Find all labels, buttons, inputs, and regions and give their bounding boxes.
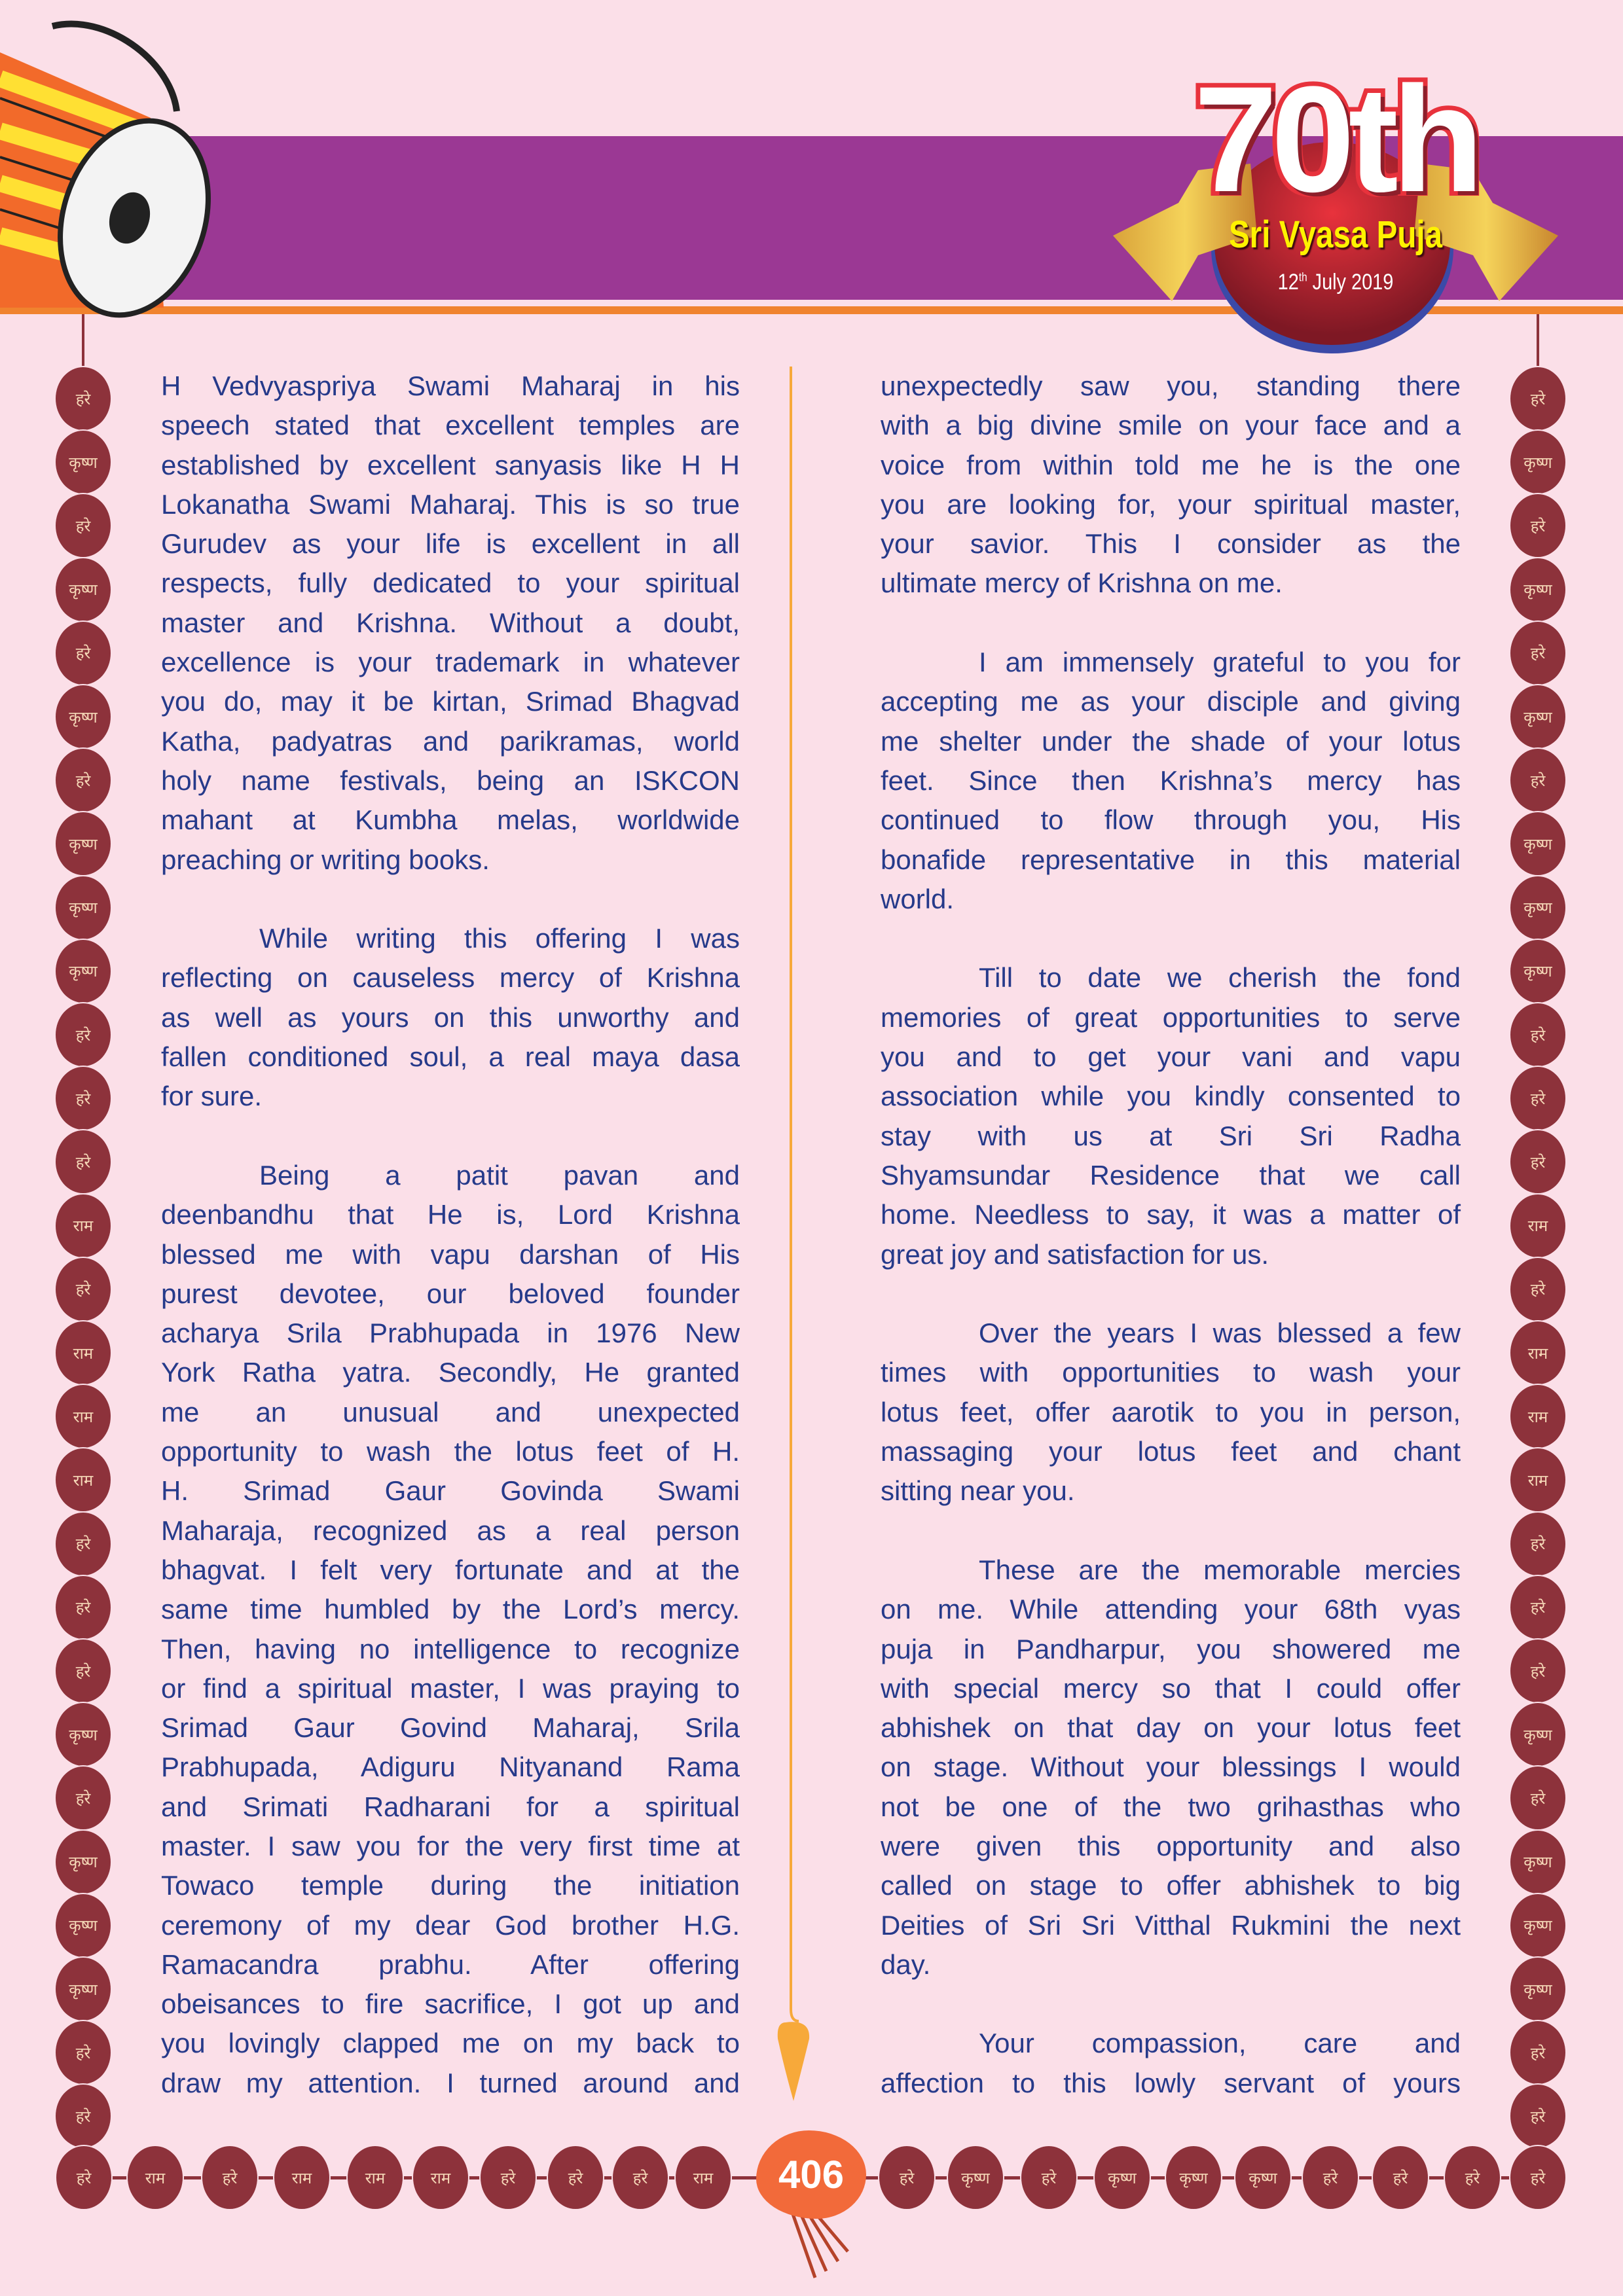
text-line: reflecting on causeless mercy of Krishna (161, 962, 740, 994)
mantra-bead: हरे (56, 622, 111, 685)
badge-anniversary-number: 70th (1194, 55, 1478, 223)
text-column-right (881, 367, 1461, 2142)
mantra-bead: कृष्ण (56, 876, 111, 939)
paragraph (881, 2024, 1461, 2103)
text-line: on stage. Without your blessings I would (881, 1751, 1461, 1783)
mantra-bead: कृष्ण (1510, 431, 1565, 493)
mantra-bead: हरे (202, 2146, 257, 2209)
text-line: fallen conditioned soul, a real maya dasa (161, 1041, 740, 1073)
text-line: master and Krishna. Without a doubt, (161, 607, 740, 638)
mantra-bead: राम (56, 1448, 111, 1511)
text-line: ultimate mercy of Krishna on me. (881, 567, 1283, 599)
mantra-bead: कृष्ण (1510, 1894, 1565, 1957)
text-line: H. Srimad Gaur Govinda Swami (161, 1475, 740, 1507)
text-line: blessed me with vapu darshan of His (161, 1238, 740, 1270)
badge-date-suffix: th (1298, 270, 1307, 284)
badge-date (1135, 270, 1536, 295)
text-line: sitting near you. (881, 1475, 1075, 1507)
mantra-bead: राम (348, 2146, 403, 2209)
badge-date-month-year: July 2019 (1312, 270, 1394, 295)
text-line: affection to this lowly servant of yours (881, 2067, 1461, 2098)
paragraph (881, 1551, 1461, 1984)
paragraph (161, 1156, 740, 2103)
text-line: respects, fully dedicated to your spiritual (161, 567, 740, 599)
mantra-bead: राम (1510, 1448, 1565, 1511)
text-line: called on stage to offer abhishek to big (881, 1870, 1461, 1901)
text-line: Srimad Gaur Govind Maharaj, Srila (161, 1712, 740, 1744)
mantra-bead: कृष्ण (1510, 812, 1565, 875)
text-line: holy name festivals, being an ISKCON (161, 764, 740, 796)
text-line: Your compassion, care and (979, 2028, 1461, 2059)
text-line: opportunity to wash the lotus feet of H. (161, 1436, 740, 1467)
mantra-bead: कृष्ण (1510, 558, 1565, 621)
mantra-bead: हरे (1021, 2146, 1076, 2209)
badge-date-day: 12 (1277, 270, 1299, 295)
mantra-bead: कृष्ण (1510, 685, 1565, 748)
mantra-bead: कृष्ण (1510, 876, 1565, 939)
mantra-bead: हरे (56, 367, 111, 430)
text-line: same time humbled by the Lord’s mercy. (161, 1594, 740, 1625)
page-tassel-icon (792, 2209, 848, 2278)
text-line: Katha, padyatras and parikramas, world (161, 725, 740, 757)
text-line: home. Needless to say, it was a matter of (881, 1199, 1461, 1230)
mantra-bead: हरे (56, 1258, 111, 1321)
text-line: unexpectedly saw you, standing there (881, 370, 1461, 401)
text-line: with a big divine smile on your face and a (881, 410, 1461, 441)
text-line: Towaco temple during the initiation (161, 1870, 740, 1901)
text-line: association while you kindly consented to (881, 1081, 1461, 1112)
mantra-bead: हरे (56, 1003, 111, 1066)
text-line: continued to flow through you, His (881, 804, 1461, 836)
text-line: Shyamsundar Residence that we call (881, 1159, 1461, 1191)
text-line: day. (881, 1948, 931, 1980)
mantra-bead: हरे (56, 2085, 111, 2147)
text-line: Deities of Sri Sri Vitthal Rukmini the next (881, 1909, 1461, 1941)
text-line: memories of great opportunities to serve (881, 1001, 1461, 1033)
mridanga-drum-illustration (0, 0, 275, 327)
mantra-bead: हरे (1510, 1258, 1565, 1321)
text-line: established by excellent sanyasis like H H (161, 449, 740, 480)
text-line: purest devotee, our beloved founder (161, 1278, 740, 1309)
text-line: bonafide representative in this material (881, 844, 1461, 875)
mantra-bead: हरे (1510, 367, 1565, 430)
mantra-bead: हरे (1510, 2085, 1565, 2147)
mantra-bead: राम (413, 2146, 468, 2209)
mantra-bead: राम (1510, 1385, 1565, 1448)
text-line: bhagvat. I felt very fortunate and at the (161, 1554, 740, 1585)
mantra-bead: हरे (1510, 1513, 1565, 1575)
mantra-bead: हरे (1445, 2146, 1500, 2209)
paragraph (881, 958, 1461, 1274)
mantra-bead: कृष्ण (56, 1703, 111, 1766)
paragraph (161, 367, 740, 880)
text-line: preaching or writing books. (161, 844, 490, 875)
mantra-bead: हरे (1510, 1767, 1565, 1829)
text-line: abhishek on that day on your lotus feet (881, 1712, 1461, 1744)
mantra-bead: हरे (56, 1640, 111, 1702)
mantra-bead: हरे (56, 1130, 111, 1193)
mantra-bead: कृष्ण (56, 812, 111, 875)
paragraph (881, 643, 1461, 919)
text-line: you and to get your vani and vapu (881, 1041, 1461, 1073)
text-line: Till to date we cherish the fond (979, 962, 1461, 994)
text-line: your savior. This I consider as the (881, 528, 1461, 560)
text-line: were given this opportunity and also (881, 1830, 1461, 1861)
mantra-bead: हरे (56, 1576, 111, 1639)
divider-drop-ornament (778, 2022, 809, 2101)
text-line: master. I saw you for the very first time at (161, 1830, 740, 1861)
mantra-bead: राम (56, 1194, 111, 1257)
text-line: Lokanatha Swami Maharaj. This is so true (161, 488, 740, 520)
paragraph (881, 367, 1461, 603)
mantra-bead: हरे (56, 1513, 111, 1575)
mantra-bead: कृष्ण (1510, 1831, 1565, 1893)
mantra-bead: कृष्ण (1166, 2146, 1221, 2209)
text-line: While writing this offering I was (259, 923, 740, 954)
text-line: Gurudev as your life is excellent in all (161, 528, 740, 560)
mantra-bead: हरे (1510, 2146, 1565, 2209)
text-line: for sure. (161, 1081, 263, 1112)
mantra-bead: हरे (548, 2146, 603, 2209)
text-column-left (161, 367, 740, 2142)
text-line: York Ratha yatra. Secondly, He granted (161, 1357, 740, 1388)
text-line: times with opportunities to wash your (881, 1357, 1461, 1388)
text-line: with special mercy so that I could offer (881, 1672, 1461, 1704)
mantra-bead: कृष्ण (56, 685, 111, 748)
text-line: me an unusual and unexpected (161, 1396, 740, 1427)
mantra-bead: राम (128, 2146, 183, 2209)
text-line: Prabhupada, Adiguru Nityanand Rama (161, 1751, 740, 1783)
text-line: mahant at Kumbha melas, worldwide (161, 804, 740, 836)
mantra-bead: हरे (56, 2146, 111, 2209)
mantra-bead: कृष्ण (1235, 2146, 1290, 2209)
mantra-bead: कृष्ण (56, 1958, 111, 2020)
text-line: stay with us at Sri Sri Radha (881, 1120, 1461, 1151)
mantra-bead: कृष्ण (56, 1894, 111, 1957)
mantra-bead: कृष्ण (56, 1831, 111, 1893)
text-line: great joy and satisfaction for us. (881, 1238, 1269, 1270)
text-line: draw my attention. I turned around and (161, 2067, 740, 2098)
text-line: you lovingly clapped me on my back to (161, 2028, 740, 2059)
paragraph (161, 919, 740, 1116)
text-line: Maharaja, recognized as a real person (161, 1515, 740, 1546)
text-line: deenbandhu that He is, Lord Krishna (161, 1199, 740, 1230)
anniversary-badge (1100, 39, 1571, 353)
mantra-bead: हरे (1510, 1130, 1565, 1193)
mantra-bead: हरे (56, 2021, 111, 2084)
mantra-bead: हरे (613, 2146, 668, 2209)
mantra-bead: राम (676, 2146, 731, 2209)
mantra-bead: हरे (1510, 1576, 1565, 1639)
text-line: world. (881, 883, 955, 914)
mantra-bead: हरे (481, 2146, 536, 2209)
text-line: you do, may it be kirtan, Srimad Bhagvad (161, 686, 740, 717)
text-line: Being a patit pavan and (259, 1159, 740, 1191)
mantra-bead: हरे (1510, 749, 1565, 812)
text-line: me shelter under the shade of your lotus (881, 725, 1461, 757)
mantra-bead: कृष्ण (1510, 940, 1565, 1003)
text-line: lotus feet, offer aarotik to you in person, (881, 1396, 1461, 1427)
text-line: accepting me as your disciple and giving (881, 686, 1461, 717)
mantra-bead: हरे (56, 1767, 111, 1829)
mantra-bead: कृष्ण (1510, 1958, 1565, 2020)
text-line: Over the years I was blessed a few (979, 1318, 1461, 1349)
mantra-bead: हरे (56, 749, 111, 812)
mantra-bead: हरे (879, 2146, 934, 2209)
text-line: voice from within told me he is the one (881, 449, 1461, 480)
mantra-bead: कृष्ण (56, 431, 111, 493)
mantra-bead: हरे (1510, 494, 1565, 557)
text-line: obeisances to fire sacrifice, I got up and (161, 1988, 740, 2020)
text-line: feet. Since then Krishna’s mercy has (881, 764, 1461, 796)
text-line: speech stated that excellent temples are (161, 410, 740, 441)
page-number: 406 (756, 2130, 866, 2219)
mantra-bead: हरे (56, 494, 111, 557)
mantra-bead: हरे (1373, 2146, 1428, 2209)
text-line: on me. While attending your 68th vyas (881, 1594, 1461, 1625)
text-line: puja in Pandharpur, you showered me (881, 1633, 1461, 1664)
text-line: These are the memorable mercies (979, 1554, 1461, 1585)
text-line: as well as yours on this unworthy and (161, 1001, 740, 1033)
text-line: or find a spiritual master, I was praying to (161, 1672, 740, 1704)
mantra-bead: कृष्ण (948, 2146, 1003, 2209)
mantra-bead: राम (1510, 1194, 1565, 1257)
mantra-bead: राम (1510, 1321, 1565, 1384)
mantra-bead: हरे (56, 1067, 111, 1130)
mantra-bead: हरे (1510, 2021, 1565, 2084)
text-line: Then, having no intelligence to recognize (161, 1633, 740, 1664)
text-line: H Vedvyaspriya Swami Maharaj in his (161, 370, 740, 401)
mantra-bead: राम (274, 2146, 329, 2209)
text-line: and Srimati Radharani for a spiritual (161, 1791, 740, 1822)
mantra-bead: राम (56, 1321, 111, 1384)
text-line: acharya Srila Prabhupada in 1976 New (161, 1318, 740, 1349)
paragraph (881, 1314, 1461, 1511)
badge-title: Sri Vyasa Puja (1228, 213, 1443, 256)
text-line: excellence is your trademark in whatever (161, 647, 740, 678)
mantra-bead: कृष्ण (56, 558, 111, 621)
mantra-bead: हरे (1510, 1067, 1565, 1130)
mantra-bead: राम (56, 1385, 111, 1448)
mantra-bead: हरे (1303, 2146, 1358, 2209)
mantra-bead: कृष्ण (1095, 2146, 1150, 2209)
mantra-bead: हरे (1510, 1003, 1565, 1066)
mantra-bead: हरे (1510, 622, 1565, 685)
text-line: Ramacandra prabhu. After offering (161, 1948, 740, 1980)
text-line: you are looking for, your spiritual master, (881, 488, 1461, 520)
mantra-bead: हरे (1510, 1640, 1565, 1702)
text-line: ceremony of my dear God brother H.G. (161, 1909, 740, 1941)
text-line: massaging your lotus feet and chant (881, 1436, 1461, 1467)
text-line: I am immensely grateful to you for (979, 647, 1461, 678)
mantra-bead: कृष्ण (56, 940, 111, 1003)
text-line: not be one of the two grihasthas who (881, 1791, 1461, 1822)
mantra-bead: कृष्ण (1510, 1703, 1565, 1766)
